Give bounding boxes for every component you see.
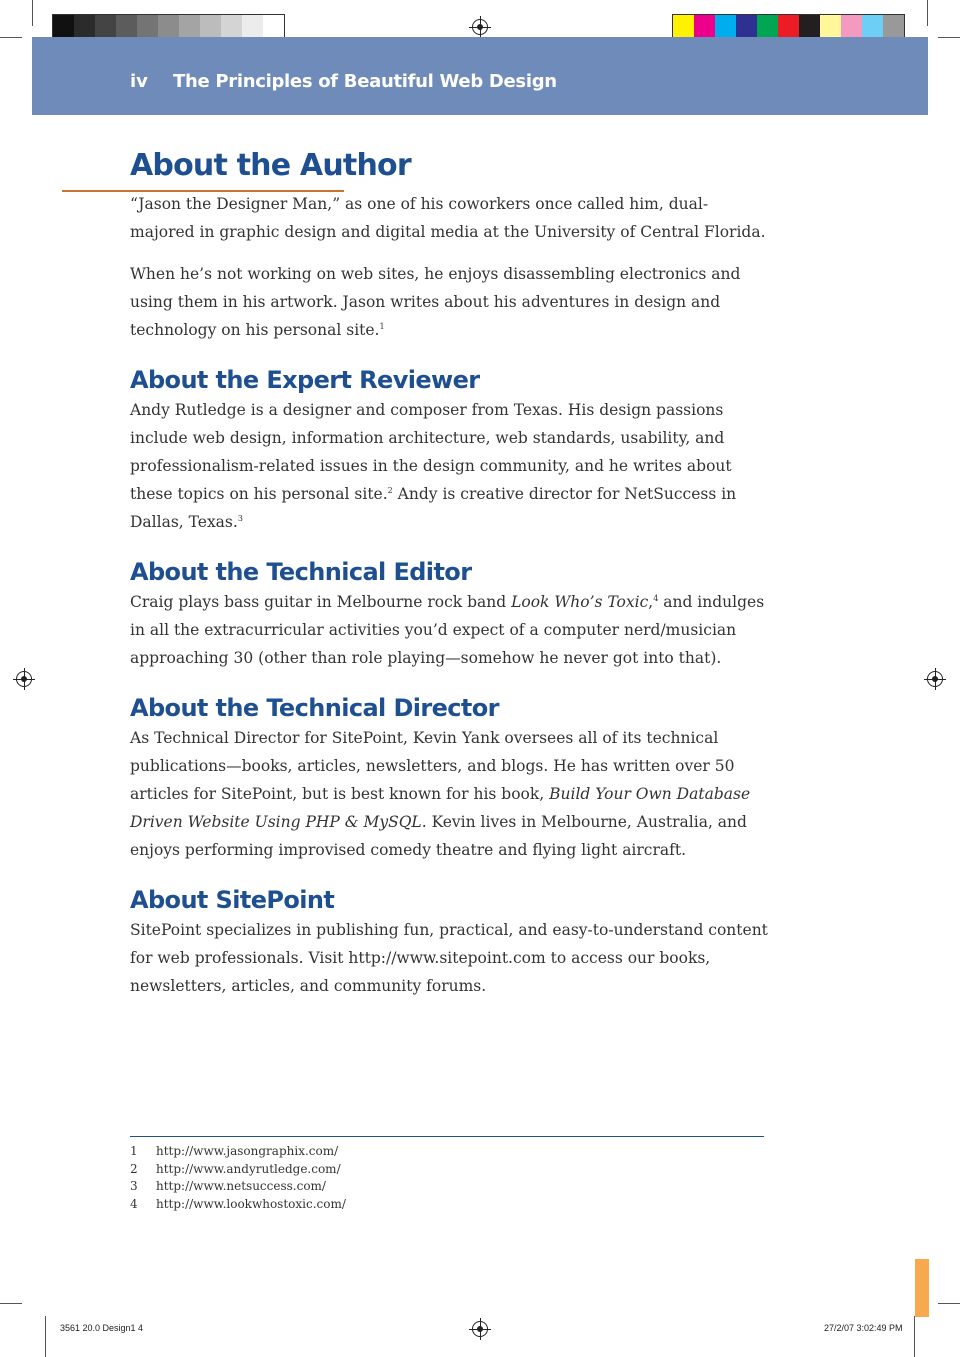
editor-text-1: Craig plays bass guitar in Melbourne rock band: [130, 593, 512, 611]
footnote-ref: 3: [237, 514, 243, 523]
reviewer-section: [130, 364, 770, 536]
footnote-url[interactable]: http://www.andyrutledge.com/: [156, 1161, 341, 1176]
book-title: Build Your Own Database Driven Website Using PHP & MySQL: [130, 785, 751, 831]
reviewer-text-1: Andy Rutledge is a designer and composer from Texas. His design passions include web design, information architecture, web standards, usability, and professionalism-related issues in the design community, and he writes about these topics on his personal site.: [130, 401, 732, 503]
sitepoint-paragraph: SitePoint specializes in publishing fun, practical, and easy-to-understand content for web professionals. Visit http://www.sitepoint.com to access our books, newsletters, articles, and community forums.: [130, 921, 768, 995]
crop-mark: [0, 37, 22, 38]
crop-mark: [927, 0, 928, 26]
crop-mark: [938, 37, 960, 38]
footnote-number: 2: [130, 1161, 138, 1176]
footnote-number: 4: [130, 1196, 138, 1211]
director-section: [130, 692, 770, 864]
editor-paragraph: Craig plays bass guitar in Melbourne rock band Look Who’s Toxic,$^4$ and indulges in all the extracurricular activities you’d expect of a computer nerd/musician approaching 30 (other than role playing—somehow he never got into that).: [130, 593, 765, 667]
director-text-2: . Kevin lives in Melbourne, Australia, and enjoys performing improvised comedy theatre and flying light aircraft.: [130, 813, 747, 859]
footnote-divider: [130, 1136, 764, 1137]
running-head-band: [32, 37, 928, 115]
crop-mark: [32, 0, 33, 26]
title-underline: [62, 190, 344, 192]
footnote-ref: 4: [653, 594, 659, 603]
editor-section: [130, 556, 770, 672]
editor-text-2: and indulges in all the extracurricular activities you’d expect of a computer nerd/musician approaching 30 (other than role playing—somehow he never got into that).: [130, 593, 765, 667]
footnote-url[interactable]: http://www.lookwhostoxic.com/: [156, 1196, 346, 1211]
crop-mark: [45, 1316, 46, 1357]
director-text-1: As Technical Director for SitePoint, Kevin Yank oversees all of its technical publications—books, articles, newsletters, and blogs. He has written over 50 articles for SitePoint, but is best known for his book,: [130, 729, 735, 803]
crop-mark: [914, 1316, 915, 1357]
footnote-number: 1: [130, 1144, 138, 1158]
author-paragraph-2-text: When he’s not working on web sites, he enjoys disassembling electronics and using them in his artwork. Jason writes about his adventures in design and technology on his personal site.: [130, 265, 741, 339]
footnote-item: [130, 1143, 346, 1161]
footnotes: [130, 1143, 346, 1213]
reviewer-heading: About the Expert Reviewer: [130, 366, 480, 394]
author-section: [130, 146, 770, 344]
registration-mark-icon: [927, 671, 943, 687]
running-title: The Principles of Beautiful Web Design: [173, 71, 557, 92]
page-body: [130, 146, 770, 1000]
director-heading: About the Technical Director: [130, 694, 499, 722]
author-paragraph-2: [130, 260, 770, 344]
director-paragraph: [130, 724, 770, 864]
sitepoint-section: [130, 884, 770, 1000]
footnote-ref: 2: [387, 486, 393, 495]
band-name: Look Who’s Toxic: [511, 593, 649, 611]
footnote-url[interactable]: http://www.netsuccess.com/: [156, 1179, 326, 1193]
printer-slug-file: 3561 20.0 Design1 4: [60, 1323, 144, 1333]
page-folio: iv: [130, 71, 148, 92]
author-heading: About the Author: [130, 148, 411, 183]
printer-slug-timestamp: 27/2/07 3:02:49 PM: [824, 1323, 903, 1333]
author-paragraph-1: “Jason the Designer Man,” as one of his coworkers once called him, dual-majored in graphic design and digital media at the University of Central Florida.: [130, 195, 766, 241]
reviewer-text-2: Andy is creative director for NetSuccess in Dallas, Texas.: [130, 485, 737, 531]
crop-mark: [0, 1303, 22, 1304]
footnote-item: [130, 1178, 346, 1196]
footnote-url[interactable]: http://www.jasongraphix.com/: [156, 1144, 339, 1158]
footnote-item: [130, 1196, 346, 1214]
crop-mark: [938, 1303, 960, 1304]
registration-mark-icon: [472, 19, 488, 35]
footnote-ref: 1: [379, 322, 385, 331]
registration-mark-icon: [16, 671, 32, 687]
editor-heading: About the Technical Editor: [130, 558, 472, 586]
thumb-tab: [915, 1259, 929, 1317]
footnote-item: [130, 1161, 346, 1179]
reviewer-paragraph: [130, 396, 770, 536]
footnote-number: 3: [130, 1179, 138, 1193]
registration-mark-icon: [472, 1321, 488, 1337]
sitepoint-heading: About SitePoint: [130, 886, 335, 914]
